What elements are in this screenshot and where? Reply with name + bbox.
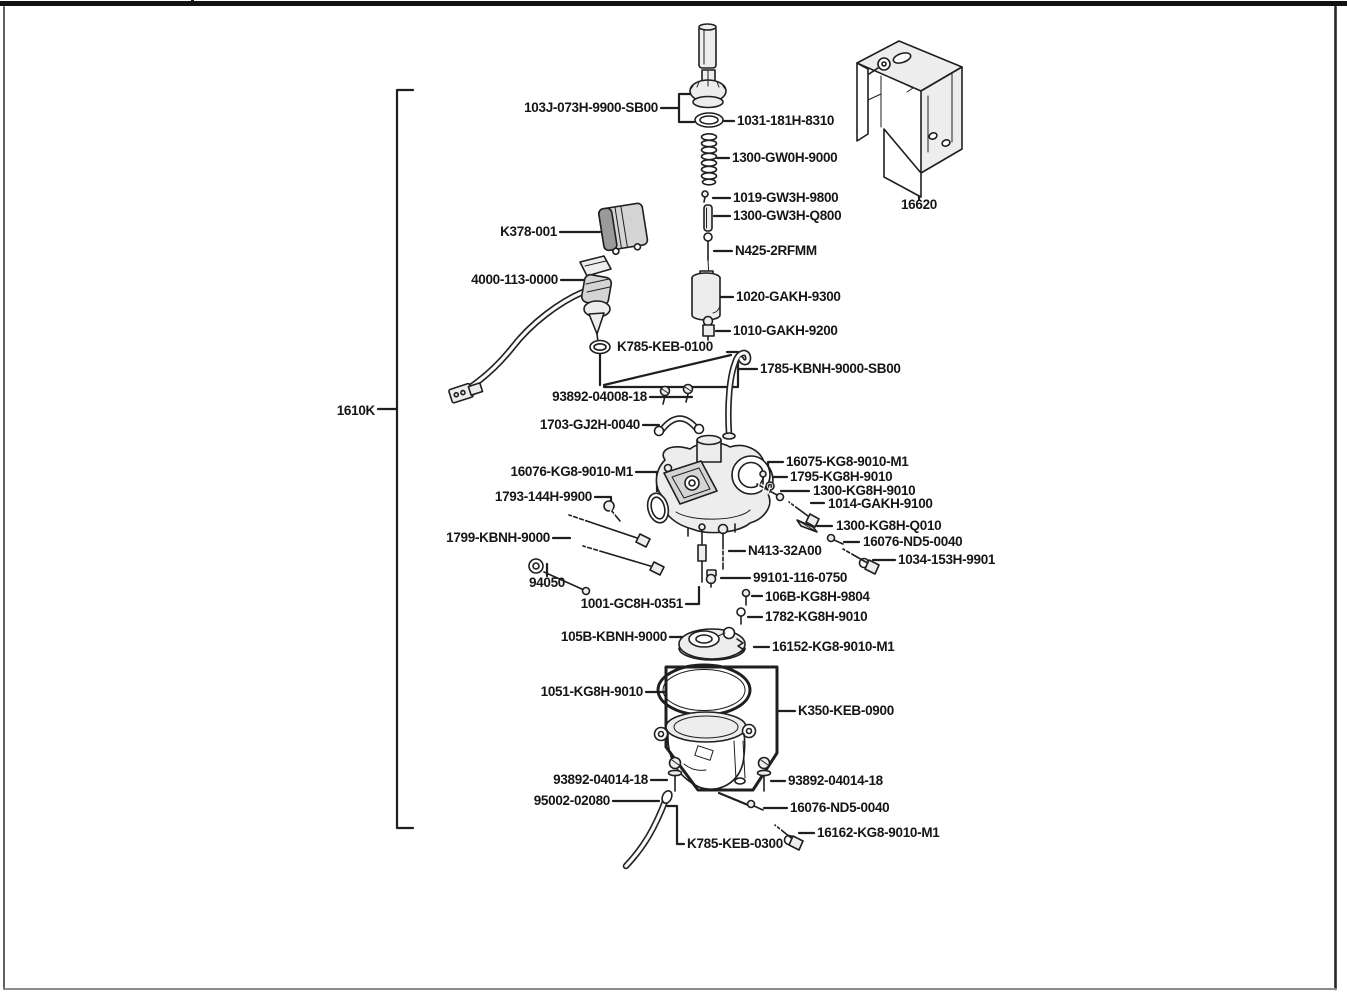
part-label: K350-KEB-0900 <box>798 702 894 718</box>
part-label: 93892-04014-18 <box>553 771 648 787</box>
part-label: 16076-ND5-0040 <box>790 799 890 815</box>
part-label: 1001-GC8H-0351 <box>580 595 683 611</box>
part-label: 16152-KG8-9010-M1 <box>772 638 895 654</box>
part-label: 1782-KG8H-9010 <box>765 608 868 624</box>
part-label: 1010-GAKH-9200 <box>733 322 838 338</box>
part-label: 1051-KG8H-9010 <box>540 683 643 699</box>
part-label: K378-001 <box>500 223 557 239</box>
part-label: 93892-04008-18 <box>552 388 647 404</box>
part-label: 1031-181H-8310 <box>737 112 835 128</box>
part-label: 16620 <box>900 196 938 212</box>
part-label: 16162-KG8-9010-M1 <box>817 824 940 840</box>
part-label: 99101-116-0750 <box>753 569 848 585</box>
part-label: K785-KEB-0100 <box>617 338 713 354</box>
part-label: 1300-GW3H-Q800 <box>733 207 842 223</box>
part-label: 105B-KBNH-9000 <box>560 628 667 644</box>
part-label: 1300-GW0H-9000 <box>732 149 838 165</box>
part-label: 1785-KBNH-9000-SB00 <box>760 360 901 376</box>
part-label: 1793-144H-9900 <box>494 488 592 504</box>
part-label: 94050 <box>528 574 566 590</box>
part-label: 4000-113-0000 <box>471 271 558 287</box>
part-label: 93892-04014-18 <box>788 772 883 788</box>
part-label: 1034-153H-9901 <box>898 551 996 567</box>
part-label: 1014-GAKH-9100 <box>828 495 933 511</box>
part-label: 1799-KBNH-9000 <box>446 529 550 545</box>
part-label: 106B-KG8H-9804 <box>765 588 870 604</box>
part-label: 1020-GAKH-9300 <box>736 288 841 304</box>
part-label: K785-KEB-0300 <box>687 835 783 851</box>
part-label: 1703-GJ2H-0040 <box>539 416 640 432</box>
part-label: N413-32A00 <box>748 542 822 558</box>
part-label: 16076-ND5-0040 <box>863 533 963 549</box>
part-label: 95002-02080 <box>533 792 610 808</box>
part-label: N425-2RFMM <box>735 242 817 258</box>
part-label: 1795-KG8H-9010 <box>790 468 893 484</box>
part-label: 1300-KG8H-9010 <box>813 482 916 498</box>
part-label: 1019-GW3H-9800 <box>733 189 839 205</box>
part-label: 16075-KG8-9010-M1 <box>786 453 909 469</box>
part-label: 103J-073H-9900-SB00 <box>524 99 658 115</box>
part-label: 1610K <box>336 402 375 418</box>
part-label: 1300-KG8H-Q010 <box>836 517 942 533</box>
part-label: 16076-KG8-9010-M1 <box>510 463 633 479</box>
